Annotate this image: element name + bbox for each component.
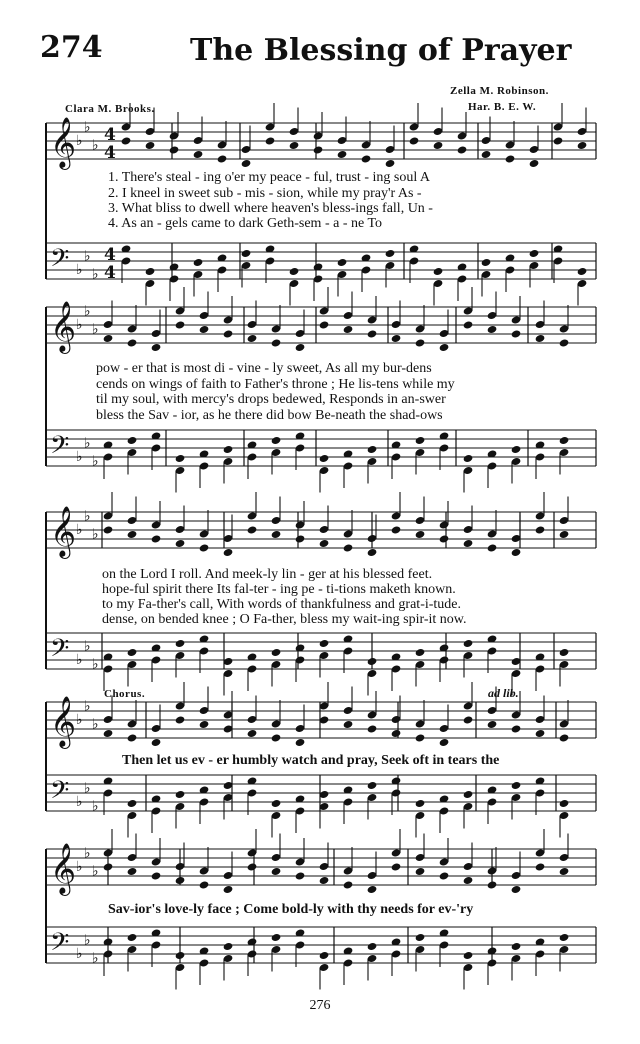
treble-clef-icon: 𝄞 [50, 696, 77, 747]
note-head [463, 790, 474, 799]
note-head [319, 876, 330, 885]
note-head [337, 258, 348, 267]
page-number: 276 [309, 998, 331, 1013]
note-head [391, 334, 402, 343]
note-head [271, 338, 282, 347]
time-signature-bottom: 4 [104, 143, 116, 163]
note-head [463, 876, 474, 885]
note-head [319, 320, 330, 329]
note-head [145, 141, 156, 150]
note-head [265, 136, 276, 145]
note-head [487, 880, 498, 889]
flat-icon: ♭ [92, 716, 99, 733]
note-head [175, 539, 186, 548]
note-head [415, 436, 426, 445]
note-head [193, 150, 204, 159]
note-head [199, 720, 210, 729]
note-head [511, 781, 522, 790]
note-head [271, 799, 282, 808]
note-head [247, 334, 258, 343]
note-head [175, 951, 186, 960]
note-head [415, 733, 426, 742]
note-head [409, 136, 420, 145]
note-head [559, 648, 570, 657]
note-head [463, 715, 474, 724]
treble-clef-icon: 𝄞 [50, 301, 77, 352]
note-head [391, 729, 402, 738]
note-head [175, 639, 186, 648]
note-head [271, 733, 282, 742]
flat-icon: ♭ [84, 435, 91, 452]
flat-icon: ♭ [84, 780, 91, 797]
note-head [559, 530, 570, 539]
note-head [535, 525, 546, 534]
note-head [343, 880, 354, 889]
note-head [247, 525, 258, 534]
note-head [217, 154, 228, 163]
flat-icon: ♭ [76, 712, 83, 728]
note-head [127, 338, 138, 347]
note-head [415, 799, 426, 808]
note-head [271, 648, 282, 657]
note-head [415, 867, 426, 876]
note-head [127, 799, 138, 808]
note-head [559, 799, 570, 808]
hymn-number: 274 [40, 30, 103, 65]
note-head [289, 267, 300, 276]
verse-line-1-1: 1. There's steal - ing o'er my peace - ful, trust - ing soul A [108, 170, 431, 185]
note-head [175, 790, 186, 799]
note-head [457, 145, 468, 154]
note-head [463, 539, 474, 548]
flat-icon: ♭ [92, 453, 99, 470]
note-head [433, 267, 444, 276]
note-head [151, 534, 162, 543]
flat-icon: ♭ [84, 932, 91, 949]
flat-icon: ♭ [92, 321, 99, 338]
note-head [511, 445, 522, 454]
flat-icon: ♭ [76, 317, 83, 333]
note-head [199, 325, 210, 334]
note-head [241, 249, 252, 258]
flat-icon: ♭ [92, 656, 99, 673]
note-head [319, 951, 330, 960]
note-head [463, 320, 474, 329]
note-head [535, 729, 546, 738]
note-head [103, 525, 114, 534]
bass-clef-icon: 𝄢 [50, 928, 70, 963]
note-head [535, 334, 546, 343]
chorus-label: Chorus. [104, 688, 146, 700]
verse-line-1-4: 4. As an - gels came to dark Geth-sem - a - ne To [108, 216, 383, 231]
chorus-line-1: Then let us ev - er humbly watch and pray, Seek oft in tears the [122, 753, 500, 768]
note-head [511, 724, 522, 733]
treble-clef-icon: 𝄞 [50, 506, 77, 557]
flat-icon: ♭ [92, 798, 99, 815]
flat-icon: ♭ [76, 133, 83, 149]
note-head [577, 141, 588, 150]
note-head [487, 325, 498, 334]
flat-icon: ♭ [76, 946, 83, 962]
note-head [199, 880, 210, 889]
time-signature-top: 4 [104, 245, 116, 265]
flat-icon: ♭ [84, 303, 91, 320]
flat-icon: ♭ [76, 449, 83, 465]
harmonizer-credit: Har. B. E. W. [468, 101, 537, 113]
note-head [487, 720, 498, 729]
note-head [391, 525, 402, 534]
note-head [559, 436, 570, 445]
note-head [439, 871, 450, 880]
note-head [343, 720, 354, 729]
note-head [391, 862, 402, 871]
note-head [319, 539, 330, 548]
note-head [223, 942, 234, 951]
bass-clef-icon: 𝄢 [50, 634, 70, 669]
note-head [271, 933, 282, 942]
note-head [337, 150, 348, 159]
note-head [559, 867, 570, 876]
composer-credit: Zella M. Robinson. [450, 85, 549, 97]
verse-line-2-1: pow - er that is most di - vine - ly sweet, As all my bur-dens [96, 361, 432, 376]
lyricist-credit: Clara M. Brooks. [65, 103, 155, 115]
note-head [175, 876, 186, 885]
flat-icon: ♭ [84, 698, 91, 715]
time-signature-top: 4 [104, 125, 116, 145]
note-head [367, 657, 378, 666]
note-head [367, 942, 378, 951]
flat-icon: ♭ [76, 262, 83, 278]
note-head [439, 343, 450, 352]
ad-lib-direction: ad lib. [488, 686, 519, 700]
note-head [271, 530, 282, 539]
note-head [223, 329, 234, 338]
note-head [103, 729, 114, 738]
note-head [103, 862, 114, 871]
verse-line-1-2: 2. I kneel in sweet sub - mis - sion, while my pray'r As - [108, 186, 422, 201]
note-head [559, 733, 570, 742]
flat-icon: ♭ [84, 248, 91, 265]
note-head [463, 454, 474, 463]
flat-icon: ♭ [92, 137, 99, 154]
note-head [175, 454, 186, 463]
note-head [559, 933, 570, 942]
note-head [343, 325, 354, 334]
flat-icon: ♭ [76, 794, 83, 810]
bass-clef-icon: 𝄢 [50, 244, 70, 279]
verse-line-3-3: to my Fa-ther's call, With words of thankfulness and grat-i-tude. [102, 597, 462, 612]
treble-clef-icon: 𝄞 [50, 843, 77, 894]
note-head [151, 871, 162, 880]
note-head [247, 729, 258, 738]
note-head [151, 738, 162, 747]
note-head [415, 933, 426, 942]
note-head [385, 249, 396, 258]
note-head [529, 159, 540, 168]
note-head [463, 639, 474, 648]
note-head [223, 445, 234, 454]
note-head [223, 885, 234, 894]
flat-icon: ♭ [92, 526, 99, 543]
note-head [361, 154, 372, 163]
verse-line-2-4: bless the Sav - ior, as he there did bow Be-neath the shad-ows [96, 408, 443, 423]
note-head [481, 150, 492, 159]
verse-line-3-1: on the Lord I roll. And meek-ly lin - ger at his blessed feet. [102, 567, 433, 582]
note-head [169, 145, 180, 154]
flat-icon: ♭ [76, 652, 83, 668]
note-head [463, 951, 474, 960]
note-head [193, 258, 204, 267]
note-head [127, 867, 138, 876]
note-head [199, 543, 210, 552]
flat-icon: ♭ [84, 119, 91, 136]
flat-icon: ♭ [76, 522, 83, 538]
note-head [103, 334, 114, 343]
flat-icon: ♭ [84, 845, 91, 862]
note-head [367, 724, 378, 733]
note-head [511, 942, 522, 951]
note-head [511, 885, 522, 894]
verse-line-3-4: dense, on bended knee ; O Fa-ther, bless my wait-ing spir-it now. [102, 612, 467, 627]
note-head [505, 154, 516, 163]
flat-icon: ♭ [76, 859, 83, 875]
note-head [295, 343, 306, 352]
note-head [241, 159, 252, 168]
note-head [343, 543, 354, 552]
note-head [511, 548, 522, 557]
note-head [385, 159, 396, 168]
note-head [415, 338, 426, 347]
note-head [415, 530, 426, 539]
flat-icon: ♭ [92, 266, 99, 283]
note-head [271, 867, 282, 876]
note-head [511, 329, 522, 338]
note-head [127, 933, 138, 942]
note-head [439, 738, 450, 747]
note-head [367, 329, 378, 338]
time-signature-bottom: 4 [104, 263, 116, 283]
note-head [481, 258, 492, 267]
note-head [535, 862, 546, 871]
flat-icon: ♭ [84, 508, 91, 525]
note-head [433, 141, 444, 150]
note-head [127, 530, 138, 539]
note-head [247, 862, 258, 871]
note-head [175, 715, 186, 724]
note-head [295, 534, 306, 543]
flat-icon: ♭ [84, 638, 91, 655]
treble-clef-icon: 𝄞 [50, 117, 77, 168]
note-head [289, 141, 300, 150]
note-head [487, 543, 498, 552]
note-head [295, 738, 306, 747]
note-head [367, 781, 378, 790]
note-head [223, 548, 234, 557]
verse-line-3-2: hope-ful spirit there Its fal-ter - ing pe - ti-tions maketh known. [102, 582, 456, 597]
note-head [415, 648, 426, 657]
verse-line-2-3: til my soul, with mercy's drops bedewed, Responds in an-swer [96, 392, 446, 407]
note-head [121, 136, 132, 145]
note-head [367, 885, 378, 894]
note-head [553, 136, 564, 145]
flat-icon: ♭ [92, 950, 99, 967]
bass-clef-icon: 𝄢 [50, 431, 70, 466]
note-head [127, 733, 138, 742]
note-head [295, 871, 306, 880]
note-head [151, 343, 162, 352]
note-head [127, 648, 138, 657]
verse-line-1-3: 3. What bliss to dwell where heaven's bless-ings fall, Un - [108, 201, 433, 216]
verse-line-2-2: cends on wings of faith to Father's throne ; He lis-tens while my [96, 377, 455, 392]
note-head [271, 436, 282, 445]
bass-clef-icon: 𝄢 [50, 776, 70, 811]
note-head [319, 454, 330, 463]
note-head [577, 267, 588, 276]
note-head [439, 534, 450, 543]
flat-icon: ♭ [92, 863, 99, 880]
hymn-title: The Blessing of Prayer [190, 33, 572, 68]
note-head [367, 548, 378, 557]
chorus-line-2: Sav-ior's love-ly face ; Come bold-ly with thy needs for ev-'ry [108, 902, 474, 917]
note-head [319, 639, 330, 648]
note-head [175, 320, 186, 329]
note-head [127, 436, 138, 445]
note-head [529, 249, 540, 258]
note-head [559, 338, 570, 347]
note-head [313, 145, 324, 154]
note-head [367, 445, 378, 454]
note-head [145, 267, 156, 276]
